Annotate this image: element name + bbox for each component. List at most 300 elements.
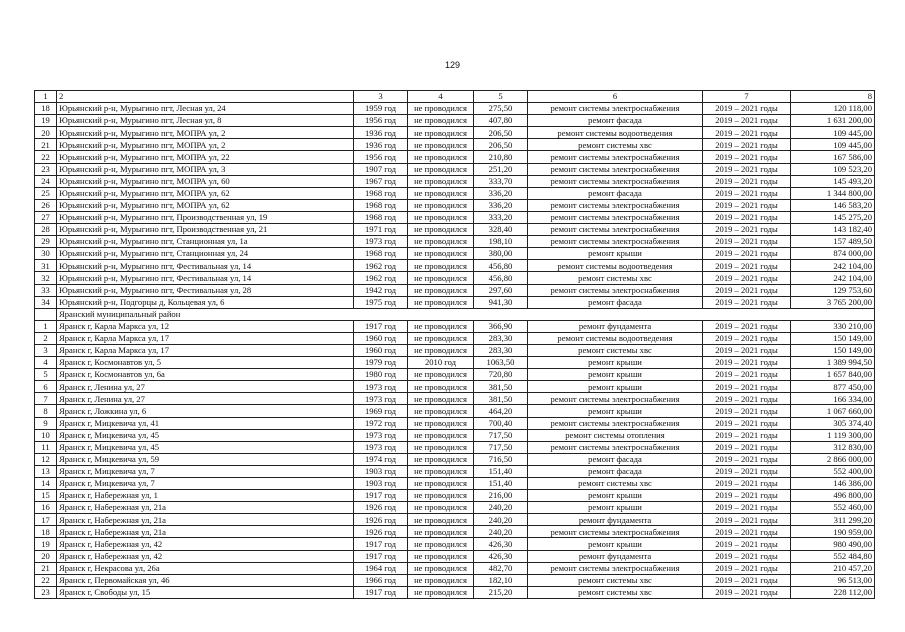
period-cell: 2019 – 2021 годы: [703, 103, 791, 115]
cost-cell: 1 631 200,00: [791, 115, 875, 127]
cost-cell: 145 275,20: [791, 211, 875, 223]
table-row: [35, 320, 875, 332]
column-header-8: 8: [791, 91, 875, 103]
last-repair-cell: не проводился: [408, 127, 474, 139]
row-number-cell: 17: [35, 514, 57, 526]
table-row: [35, 417, 875, 429]
area-cell: 366,90: [474, 320, 528, 332]
table-row: [35, 441, 875, 453]
area-cell: 240,20: [474, 526, 528, 538]
header-row: [35, 91, 875, 103]
address-cell: Юрьянский р-н, Мурыгино пгт, МОПРА ул, 22: [57, 151, 354, 163]
period-cell: 2019 – 2021 годы: [703, 417, 791, 429]
row-number-cell: 19: [35, 115, 57, 127]
construction-year-cell: 1973 год: [354, 429, 408, 441]
area-cell: 426,30: [474, 538, 528, 550]
period-cell: 2019 – 2021 годы: [703, 224, 791, 236]
area-cell: 283,30: [474, 332, 528, 344]
row-number-cell: 1: [35, 320, 57, 332]
period-cell: 2019 – 2021 годы: [703, 381, 791, 393]
last-repair-cell: не проводился: [408, 175, 474, 187]
last-repair-cell: не проводился: [408, 344, 474, 356]
period-cell: 2019 – 2021 годы: [703, 429, 791, 441]
work-type-cell: ремонт системы хвс: [528, 586, 703, 598]
address-cell: Юрьянский р-н, Мурыгино пгт, Лесная ул, 8: [57, 115, 354, 127]
construction-year-cell: 1903 год: [354, 478, 408, 490]
row-number-cell: 5: [35, 369, 57, 381]
row-number-cell: 15: [35, 490, 57, 502]
area-cell: 482,70: [474, 562, 528, 574]
row-number-cell: 24: [35, 175, 57, 187]
work-type-cell: ремонт крыши: [528, 369, 703, 381]
last-repair-cell: не проводился: [408, 381, 474, 393]
cost-cell: 552 460,00: [791, 502, 875, 514]
construction-year-cell: 1903 год: [354, 465, 408, 477]
work-type-cell: ремонт системы электроснабжения: [528, 562, 703, 574]
address-cell: Юрьянский р-н, Мурыгино пгт, МОПРА ул, 62: [57, 199, 354, 211]
period-cell: 2019 – 2021 годы: [703, 284, 791, 296]
cost-cell: 1 344 800,00: [791, 187, 875, 199]
row-number-cell: 16: [35, 502, 57, 514]
cost-cell: 312 830,00: [791, 441, 875, 453]
construction-year-cell: 1973 год: [354, 381, 408, 393]
construction-year-cell: 1936 год: [354, 127, 408, 139]
address-cell: Яранск г, Карла Маркса ул, 17: [57, 344, 354, 356]
address-cell: Юрьянский р-н, Мурыгино пгт, МОПРА ул, 62: [57, 187, 354, 199]
period-cell: 2019 – 2021 годы: [703, 574, 791, 586]
table-row: [35, 187, 875, 199]
construction-year-cell: 1962 год: [354, 272, 408, 284]
period-cell: 2019 – 2021 годы: [703, 199, 791, 211]
work-type-cell: ремонт системы электроснабжения: [528, 393, 703, 405]
period-cell: 2019 – 2021 годы: [703, 453, 791, 465]
construction-year-cell: 1917 год: [354, 586, 408, 598]
cost-cell: 146 583,20: [791, 199, 875, 211]
work-type-cell: ремонт фасада: [528, 296, 703, 308]
row-number-cell: 28: [35, 224, 57, 236]
table-row: [35, 574, 875, 586]
area-cell: 333,70: [474, 175, 528, 187]
area-cell: 941,30: [474, 296, 528, 308]
table-row: [35, 296, 875, 308]
construction-year-cell: 1917 год: [354, 538, 408, 550]
column-header-1: 1: [35, 91, 57, 103]
area-cell: 700,40: [474, 417, 528, 429]
page-number: 129: [444, 60, 461, 70]
construction-year-cell: 1971 год: [354, 224, 408, 236]
last-repair-cell: не проводился: [408, 199, 474, 211]
work-type-cell: ремонт системы водоотведения: [528, 260, 703, 272]
work-type-cell: ремонт системы хвс: [528, 272, 703, 284]
cost-cell: 496 800,00: [791, 490, 875, 502]
period-cell: 2019 – 2021 годы: [703, 478, 791, 490]
table-row: [35, 284, 875, 296]
last-repair-cell: не проводился: [408, 550, 474, 562]
area-cell: 464,20: [474, 405, 528, 417]
table-row: [35, 236, 875, 248]
area-cell: 297,60: [474, 284, 528, 296]
construction-year-cell: 1956 год: [354, 115, 408, 127]
area-cell: 426,30: [474, 550, 528, 562]
table-row: [35, 369, 875, 381]
table-row: [35, 405, 875, 417]
row-number-cell: 12: [35, 453, 57, 465]
cost-cell: 109 523,20: [791, 163, 875, 175]
construction-year-cell: 1973 год: [354, 236, 408, 248]
table-row: [35, 514, 875, 526]
row-number-cell: 27: [35, 211, 57, 223]
work-type-cell: ремонт системы электроснабжения: [528, 103, 703, 115]
last-repair-cell: не проводился: [408, 151, 474, 163]
last-repair-cell: не проводился: [408, 526, 474, 538]
construction-year-cell: 1936 год: [354, 139, 408, 151]
last-repair-cell: не проводился: [408, 405, 474, 417]
construction-year-cell: 1926 год: [354, 502, 408, 514]
row-number-cell: 10: [35, 429, 57, 441]
last-repair-cell: не проводился: [408, 139, 474, 151]
row-number-cell: 20: [35, 127, 57, 139]
construction-year-cell: 1907 год: [354, 163, 408, 175]
row-number-cell: 18: [35, 526, 57, 538]
cost-cell: 2 866 000,00: [791, 453, 875, 465]
row-number-cell: 18: [35, 103, 57, 115]
last-repair-cell: не проводился: [408, 502, 474, 514]
construction-year-cell: 1968 год: [354, 199, 408, 211]
work-type-cell: ремонт системы электроснабжения: [528, 151, 703, 163]
address-cell: Юрьянский р-н, Мурыгино пгт, Лесная ул, 24: [57, 103, 354, 115]
area-cell: 151,40: [474, 465, 528, 477]
period-cell: 2019 – 2021 годы: [703, 163, 791, 175]
address-cell: Яранск г, Мицкевича ул, 59: [57, 453, 354, 465]
address-cell: Яранск г, Мицкевича ул, 7: [57, 478, 354, 490]
table-row: [35, 127, 875, 139]
construction-year-cell: 1973 год: [354, 393, 408, 405]
row-number-cell: 9: [35, 417, 57, 429]
period-cell: 2019 – 2021 годы: [703, 562, 791, 574]
work-type-cell: ремонт крыши: [528, 490, 703, 502]
row-number-cell: 34: [35, 296, 57, 308]
period-cell: 2019 – 2021 годы: [703, 260, 791, 272]
cost-cell: 980 490,00: [791, 538, 875, 550]
area-cell: 720,80: [474, 369, 528, 381]
area-cell: 380,00: [474, 248, 528, 260]
table-row: [35, 429, 875, 441]
cost-cell: 190 959,00: [791, 526, 875, 538]
work-type-cell: ремонт фасада: [528, 465, 703, 477]
work-type-cell: ремонт крыши: [528, 381, 703, 393]
last-repair-cell: не проводился: [408, 236, 474, 248]
area-cell: 336,20: [474, 199, 528, 211]
last-repair-cell: не проводился: [408, 369, 474, 381]
period-cell: 2019 – 2021 годы: [703, 441, 791, 453]
row-number-cell: 31: [35, 260, 57, 272]
area-cell: 407,80: [474, 115, 528, 127]
construction-year-cell: 1980 год: [354, 369, 408, 381]
table-row: [35, 163, 875, 175]
construction-year-cell: 1917 год: [354, 320, 408, 332]
cost-cell: 877 450,00: [791, 381, 875, 393]
address-cell: Юрьянский р-н, Мурыгино пгт, Станционная ул, 24: [57, 248, 354, 260]
row-number-cell: 22: [35, 574, 57, 586]
cost-cell: 166 334,00: [791, 393, 875, 405]
row-number-cell: 14: [35, 478, 57, 490]
cost-cell: 143 182,40: [791, 224, 875, 236]
work-type-cell: ремонт системы электроснабжения: [528, 417, 703, 429]
table-row: [35, 562, 875, 574]
period-cell: 2019 – 2021 годы: [703, 296, 791, 308]
area-cell: 275,50: [474, 103, 528, 115]
work-type-cell: ремонт фундамента: [528, 550, 703, 562]
work-type-cell: ремонт фасада: [528, 453, 703, 465]
last-repair-cell: не проводился: [408, 320, 474, 332]
last-repair-cell: не проводился: [408, 562, 474, 574]
last-repair-cell: не проводился: [408, 417, 474, 429]
period-cell: 2019 – 2021 годы: [703, 332, 791, 344]
last-repair-cell: не проводился: [408, 163, 474, 175]
cost-cell: 129 753,60: [791, 284, 875, 296]
construction-year-cell: 1964 год: [354, 562, 408, 574]
row-number-cell: 23: [35, 163, 57, 175]
period-cell: 2019 – 2021 годы: [703, 550, 791, 562]
table-row: [35, 260, 875, 272]
period-cell: 2019 – 2021 годы: [703, 526, 791, 538]
address-cell: Юрьянский р-н, Мурыгино пгт, Станционная ул, 1а: [57, 236, 354, 248]
work-type-cell: ремонт крыши: [528, 502, 703, 514]
period-cell: 2019 – 2021 годы: [703, 490, 791, 502]
table-row: [35, 211, 875, 223]
construction-year-cell: 1968 год: [354, 211, 408, 223]
area-cell: 328,40: [474, 224, 528, 236]
table-row: [35, 526, 875, 538]
work-type-cell: ремонт системы водоотведения: [528, 332, 703, 344]
row-number-cell: 13: [35, 465, 57, 477]
column-header-5: 5: [474, 91, 528, 103]
address-cell: Яранск г, Некрасова ул, 26а: [57, 562, 354, 574]
work-type-cell: ремонт системы хвс: [528, 478, 703, 490]
area-cell: 381,50: [474, 393, 528, 405]
period-cell: 2019 – 2021 годы: [703, 320, 791, 332]
work-type-cell: ремонт системы электроснабжения: [528, 199, 703, 211]
address-cell: Яранск г, Ложкина ул, 6: [57, 405, 354, 417]
row-number-cell: 2: [35, 332, 57, 344]
area-cell: 206,50: [474, 127, 528, 139]
area-cell: 333,20: [474, 211, 528, 223]
row-number-cell: 26: [35, 199, 57, 211]
table-row: [35, 502, 875, 514]
area-cell: 216,00: [474, 490, 528, 502]
row-number-cell: 6: [35, 381, 57, 393]
last-repair-cell: не проводился: [408, 574, 474, 586]
cost-cell: 146 386,00: [791, 478, 875, 490]
period-cell: 2019 – 2021 годы: [703, 393, 791, 405]
last-repair-cell: не проводился: [408, 429, 474, 441]
table-row: [35, 465, 875, 477]
period-cell: 2019 – 2021 годы: [703, 405, 791, 417]
row-number-cell: 21: [35, 139, 57, 151]
cost-cell: 330 210,00: [791, 320, 875, 332]
area-cell: 456,80: [474, 260, 528, 272]
cost-cell: 150 149,00: [791, 332, 875, 344]
table-row: [35, 248, 875, 260]
cost-cell: 145 493,20: [791, 175, 875, 187]
row-number-cell: 11: [35, 441, 57, 453]
table-body: [35, 103, 875, 599]
work-type-cell: ремонт системы электроснабжения: [528, 526, 703, 538]
table-row: [35, 490, 875, 502]
last-repair-cell: не проводился: [408, 538, 474, 550]
construction-year-cell: 1972 год: [354, 417, 408, 429]
period-cell: 2019 – 2021 годы: [703, 357, 791, 369]
address-cell: Яранск г, Мицкевича ул, 45: [57, 429, 354, 441]
area-cell: 198,10: [474, 236, 528, 248]
last-repair-cell: не проводился: [408, 586, 474, 598]
row-number-cell: 20: [35, 550, 57, 562]
last-repair-cell: не проводился: [408, 332, 474, 344]
address-cell: Яранск г, Ленина ул, 27: [57, 381, 354, 393]
address-cell: Яранск г, Мицкевича ул, 41: [57, 417, 354, 429]
address-cell: Яранск г, Космонавтов ул, 6а: [57, 369, 354, 381]
area-cell: 336,20: [474, 187, 528, 199]
construction-year-cell: 1926 год: [354, 514, 408, 526]
last-repair-cell: не проводился: [408, 224, 474, 236]
row-number-cell: 23: [35, 586, 57, 598]
work-type-cell: ремонт фасада: [528, 115, 703, 127]
area-cell: 206,50: [474, 139, 528, 151]
address-cell: Яранск г, Набережная ул, 21а: [57, 502, 354, 514]
area-cell: 182,10: [474, 574, 528, 586]
area-cell: 151,40: [474, 478, 528, 490]
table-row: [35, 151, 875, 163]
area-cell: 716,50: [474, 453, 528, 465]
last-repair-cell: 2010 год: [408, 357, 474, 369]
construction-year-cell: 1973 год: [354, 441, 408, 453]
construction-year-cell: 1974 год: [354, 453, 408, 465]
construction-year-cell: 1960 год: [354, 344, 408, 356]
address-cell: Юрьянский р-н, Мурыгино пгт, МОПРА ул, 3: [57, 163, 354, 175]
construction-year-cell: 1975 год: [354, 296, 408, 308]
address-cell: Яранск г, Ленина ул, 27: [57, 393, 354, 405]
cost-cell: 109 445,00: [791, 127, 875, 139]
period-cell: 2019 – 2021 годы: [703, 236, 791, 248]
construction-year-cell: 1967 год: [354, 175, 408, 187]
district-row: [35, 308, 875, 320]
row-number-cell: 19: [35, 538, 57, 550]
cost-cell: 120 118,00: [791, 103, 875, 115]
construction-year-cell: 1917 год: [354, 550, 408, 562]
cost-cell: 242 104,00: [791, 272, 875, 284]
area-cell: 215,20: [474, 586, 528, 598]
row-number-cell: 33: [35, 284, 57, 296]
last-repair-cell: не проводился: [408, 465, 474, 477]
table-row: [35, 103, 875, 115]
row-number-cell: 25: [35, 187, 57, 199]
cost-cell: 311 299,20: [791, 514, 875, 526]
table-row: [35, 139, 875, 151]
address-cell: Юрьянский р-н, Мурыгино пгт, Производственная ул, 21: [57, 224, 354, 236]
table-row: [35, 550, 875, 562]
table-row: [35, 478, 875, 490]
period-cell: 2019 – 2021 годы: [703, 139, 791, 151]
row-number-cell: 21: [35, 562, 57, 574]
address-cell: Юрьянский р-н, Мурыгино пгт, Фестивальная ул, 14: [57, 272, 354, 284]
work-type-cell: ремонт крыши: [528, 405, 703, 417]
column-header-2: 2: [57, 91, 354, 103]
cost-cell: 552 400,00: [791, 465, 875, 477]
work-type-cell: ремонт системы электроснабжения: [528, 211, 703, 223]
construction-year-cell: 1966 год: [354, 574, 408, 586]
construction-year-cell: 1968 год: [354, 248, 408, 260]
work-type-cell: ремонт системы электроснабжения: [528, 441, 703, 453]
area-cell: 210,80: [474, 151, 528, 163]
address-cell: Яранск г, Карла Маркса ул, 17: [57, 332, 354, 344]
last-repair-cell: не проводился: [408, 393, 474, 405]
work-type-cell: ремонт системы водоотведения: [528, 127, 703, 139]
table-row: [35, 357, 875, 369]
construction-year-cell: 1979 год: [354, 357, 408, 369]
last-repair-cell: не проводился: [408, 453, 474, 465]
area-cell: 251,20: [474, 163, 528, 175]
period-cell: 2019 – 2021 годы: [703, 586, 791, 598]
cost-cell: 305 374,40: [791, 417, 875, 429]
construction-year-cell: 1962 год: [354, 260, 408, 272]
area-cell: 283,30: [474, 344, 528, 356]
cost-cell: 109 445,00: [791, 139, 875, 151]
area-cell: 240,20: [474, 514, 528, 526]
period-cell: 2019 – 2021 годы: [703, 175, 791, 187]
construction-year-cell: 1956 год: [354, 151, 408, 163]
construction-year-cell: 1969 год: [354, 405, 408, 417]
work-type-cell: ремонт фасада: [528, 187, 703, 199]
cost-cell: 1 119 300,00: [791, 429, 875, 441]
row-number-cell: 8: [35, 405, 57, 417]
construction-year-cell: 1926 год: [354, 526, 408, 538]
column-header-3: 3: [354, 91, 408, 103]
address-cell: Юрьянский р-н, Мурыгино пгт, Производственная ул, 19: [57, 211, 354, 223]
area-cell: 1063,50: [474, 357, 528, 369]
address-cell: Яранск г, Космонавтов ул, 5: [57, 357, 354, 369]
table-row: [35, 393, 875, 405]
address-cell: Яранск г, Карла Маркса ул, 12: [57, 320, 354, 332]
district-number-cell: [35, 308, 57, 320]
area-cell: 240,20: [474, 502, 528, 514]
cost-cell: 552 484,80: [791, 550, 875, 562]
address-cell: Яранск г, Набережная ул, 1: [57, 490, 354, 502]
last-repair-cell: не проводился: [408, 248, 474, 260]
cost-cell: 3 765 200,00: [791, 296, 875, 308]
work-type-cell: ремонт крыши: [528, 357, 703, 369]
last-repair-cell: не проводился: [408, 115, 474, 127]
row-number-cell: 7: [35, 393, 57, 405]
row-number-cell: 32: [35, 272, 57, 284]
last-repair-cell: не проводился: [408, 103, 474, 115]
table-row: [35, 453, 875, 465]
table-row: [35, 175, 875, 187]
repair-schedule-table: [34, 90, 875, 599]
column-header-7: 7: [703, 91, 791, 103]
table-row: [35, 332, 875, 344]
row-number-cell: 4: [35, 357, 57, 369]
period-cell: 2019 – 2021 годы: [703, 272, 791, 284]
last-repair-cell: не проводился: [408, 514, 474, 526]
table-row: [35, 381, 875, 393]
cost-cell: 1 389 994,50: [791, 357, 875, 369]
cost-cell: 96 513,00: [791, 574, 875, 586]
address-cell: Юрьянский р-н, Подгорцы д, Кольцевая ул, 6: [57, 296, 354, 308]
work-type-cell: ремонт системы хвс: [528, 574, 703, 586]
period-cell: 2019 – 2021 годы: [703, 344, 791, 356]
period-cell: 2019 – 2021 годы: [703, 115, 791, 127]
address-cell: Яранск г, Мицкевича ул, 45: [57, 441, 354, 453]
